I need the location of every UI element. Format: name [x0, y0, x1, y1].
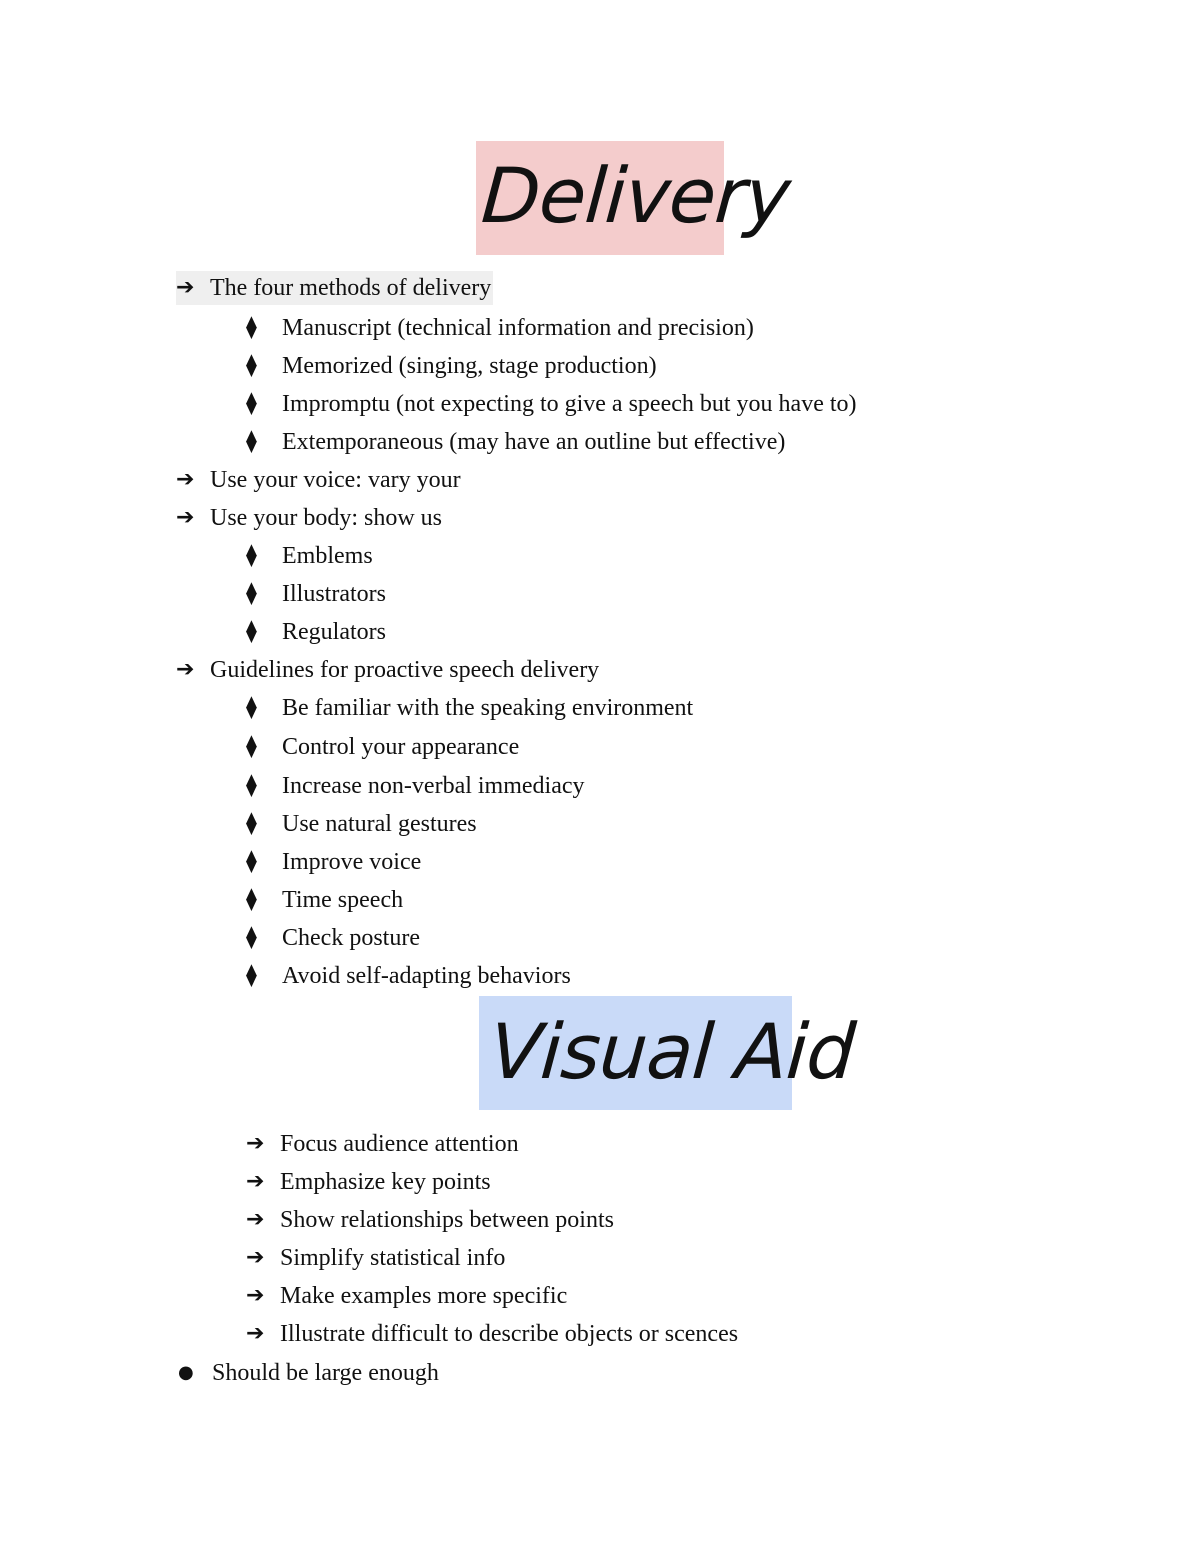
highlight-block [176, 271, 493, 305]
diamond-bullet-icon: ⧫ [246, 543, 257, 568]
arrow-bullet-icon: ➔ [246, 1131, 265, 1156]
list-item [246, 959, 571, 993]
list-item-text: Emblems [282, 543, 373, 569]
list-item [176, 501, 442, 535]
arrow-bullet-icon: ➔ [246, 1169, 265, 1194]
diamond-bullet-icon: ⧫ [246, 963, 257, 988]
list-item-text: Illustrate difficult to describe objects or scences [280, 1321, 739, 1347]
list-item [246, 349, 657, 383]
list-item [246, 1317, 738, 1351]
diamond-bullet-icon: ⧫ [246, 353, 257, 378]
list-item-text: Show relationships between points [280, 1207, 614, 1233]
list-item-text: Be familiar with the speaking environment [282, 695, 694, 721]
section-title-visual-aid: Visual Aid [486, 1007, 858, 1096]
list-item [176, 653, 599, 687]
list-item-text: Illustrators [282, 581, 386, 607]
list-item [246, 1165, 491, 1199]
diamond-bullet-icon: ⧫ [246, 429, 257, 454]
arrow-bullet-icon: ➔ [176, 505, 195, 530]
section-title-delivery: Delivery [478, 151, 793, 240]
diamond-bullet-icon: ⧫ [246, 315, 257, 340]
diamond-bullet-icon: ⧫ [246, 811, 257, 836]
list-item-text: Guidelines for proactive speech delivery [210, 657, 600, 683]
list-item-text: Use your body: show us [210, 505, 442, 531]
list-item [246, 425, 785, 459]
diamond-bullet-icon: ⧫ [246, 925, 257, 950]
diamond-bullet-icon: ⧫ [246, 849, 257, 874]
list-item-text: Emphasize key points [280, 1169, 491, 1195]
list-item-text: Extemporaneous (may have an outline but effective) [282, 429, 786, 455]
list-item [246, 615, 386, 649]
list-item [246, 883, 403, 917]
list-item [246, 807, 477, 841]
list-item [246, 1279, 567, 1313]
list-item-text: Regulators [282, 619, 386, 645]
arrow-bullet-icon: ➔ [246, 1283, 265, 1308]
diamond-bullet-icon: ⧫ [246, 734, 257, 759]
list-item [246, 311, 754, 345]
list-item-text: Avoid self-adapting behaviors [282, 963, 571, 989]
diamond-bullet-icon: ⧫ [246, 581, 257, 606]
list-item [246, 730, 519, 764]
arrow-bullet-icon: ➔ [176, 467, 195, 492]
list-item-text: Use your voice: vary your [210, 467, 461, 493]
list-item [246, 691, 693, 725]
arrow-bullet-icon: ➔ [176, 657, 195, 682]
arrow-bullet-icon: ➔ [246, 1245, 265, 1270]
list-item [246, 1203, 614, 1237]
list-item [246, 539, 373, 573]
list-item [246, 1241, 505, 1275]
list-item-text: Manuscript (technical information and precision) [282, 315, 754, 341]
list-item-text: Simplify statistical info [280, 1245, 506, 1271]
list-item-text: Impromptu (not expecting to give a speech but you have to) [282, 391, 857, 417]
list-item-text: Memorized (singing, stage production) [282, 353, 657, 379]
list-item [246, 845, 421, 879]
list-item-text: Make examples more specific [280, 1283, 568, 1309]
list-item-text: Focus audience attention [280, 1131, 519, 1157]
arrow-bullet-icon: ➔ [176, 275, 195, 300]
list-item [246, 921, 420, 955]
list-item-text: Control your appearance [282, 734, 520, 760]
list-item [246, 1127, 519, 1161]
list-item-text: Time speech [282, 887, 404, 913]
arrow-bullet-icon: ➔ [246, 1321, 265, 1346]
list-item-text: Should be large enough [212, 1360, 439, 1386]
diamond-bullet-icon: ⧫ [246, 391, 257, 416]
list-item [246, 769, 585, 803]
dot-bullet-icon: ● [178, 1362, 194, 1383]
diamond-bullet-icon: ⧫ [246, 695, 257, 720]
list-item [176, 463, 461, 497]
list-item [246, 577, 386, 611]
arrow-bullet-icon: ➔ [246, 1207, 265, 1232]
diamond-bullet-icon: ⧫ [246, 619, 257, 644]
list-item [246, 387, 857, 421]
list-item-text: Use natural gestures [282, 811, 477, 837]
list-item [176, 1356, 439, 1390]
list-item-text: Increase non-verbal immediacy [282, 773, 585, 799]
list-item-text: The four methods of delivery [210, 275, 492, 301]
diamond-bullet-icon: ⧫ [246, 773, 257, 798]
list-item-text: Check posture [282, 925, 420, 951]
list-item-text: Improve voice [282, 849, 422, 875]
diamond-bullet-icon: ⧫ [246, 887, 257, 912]
list-item [176, 271, 493, 305]
